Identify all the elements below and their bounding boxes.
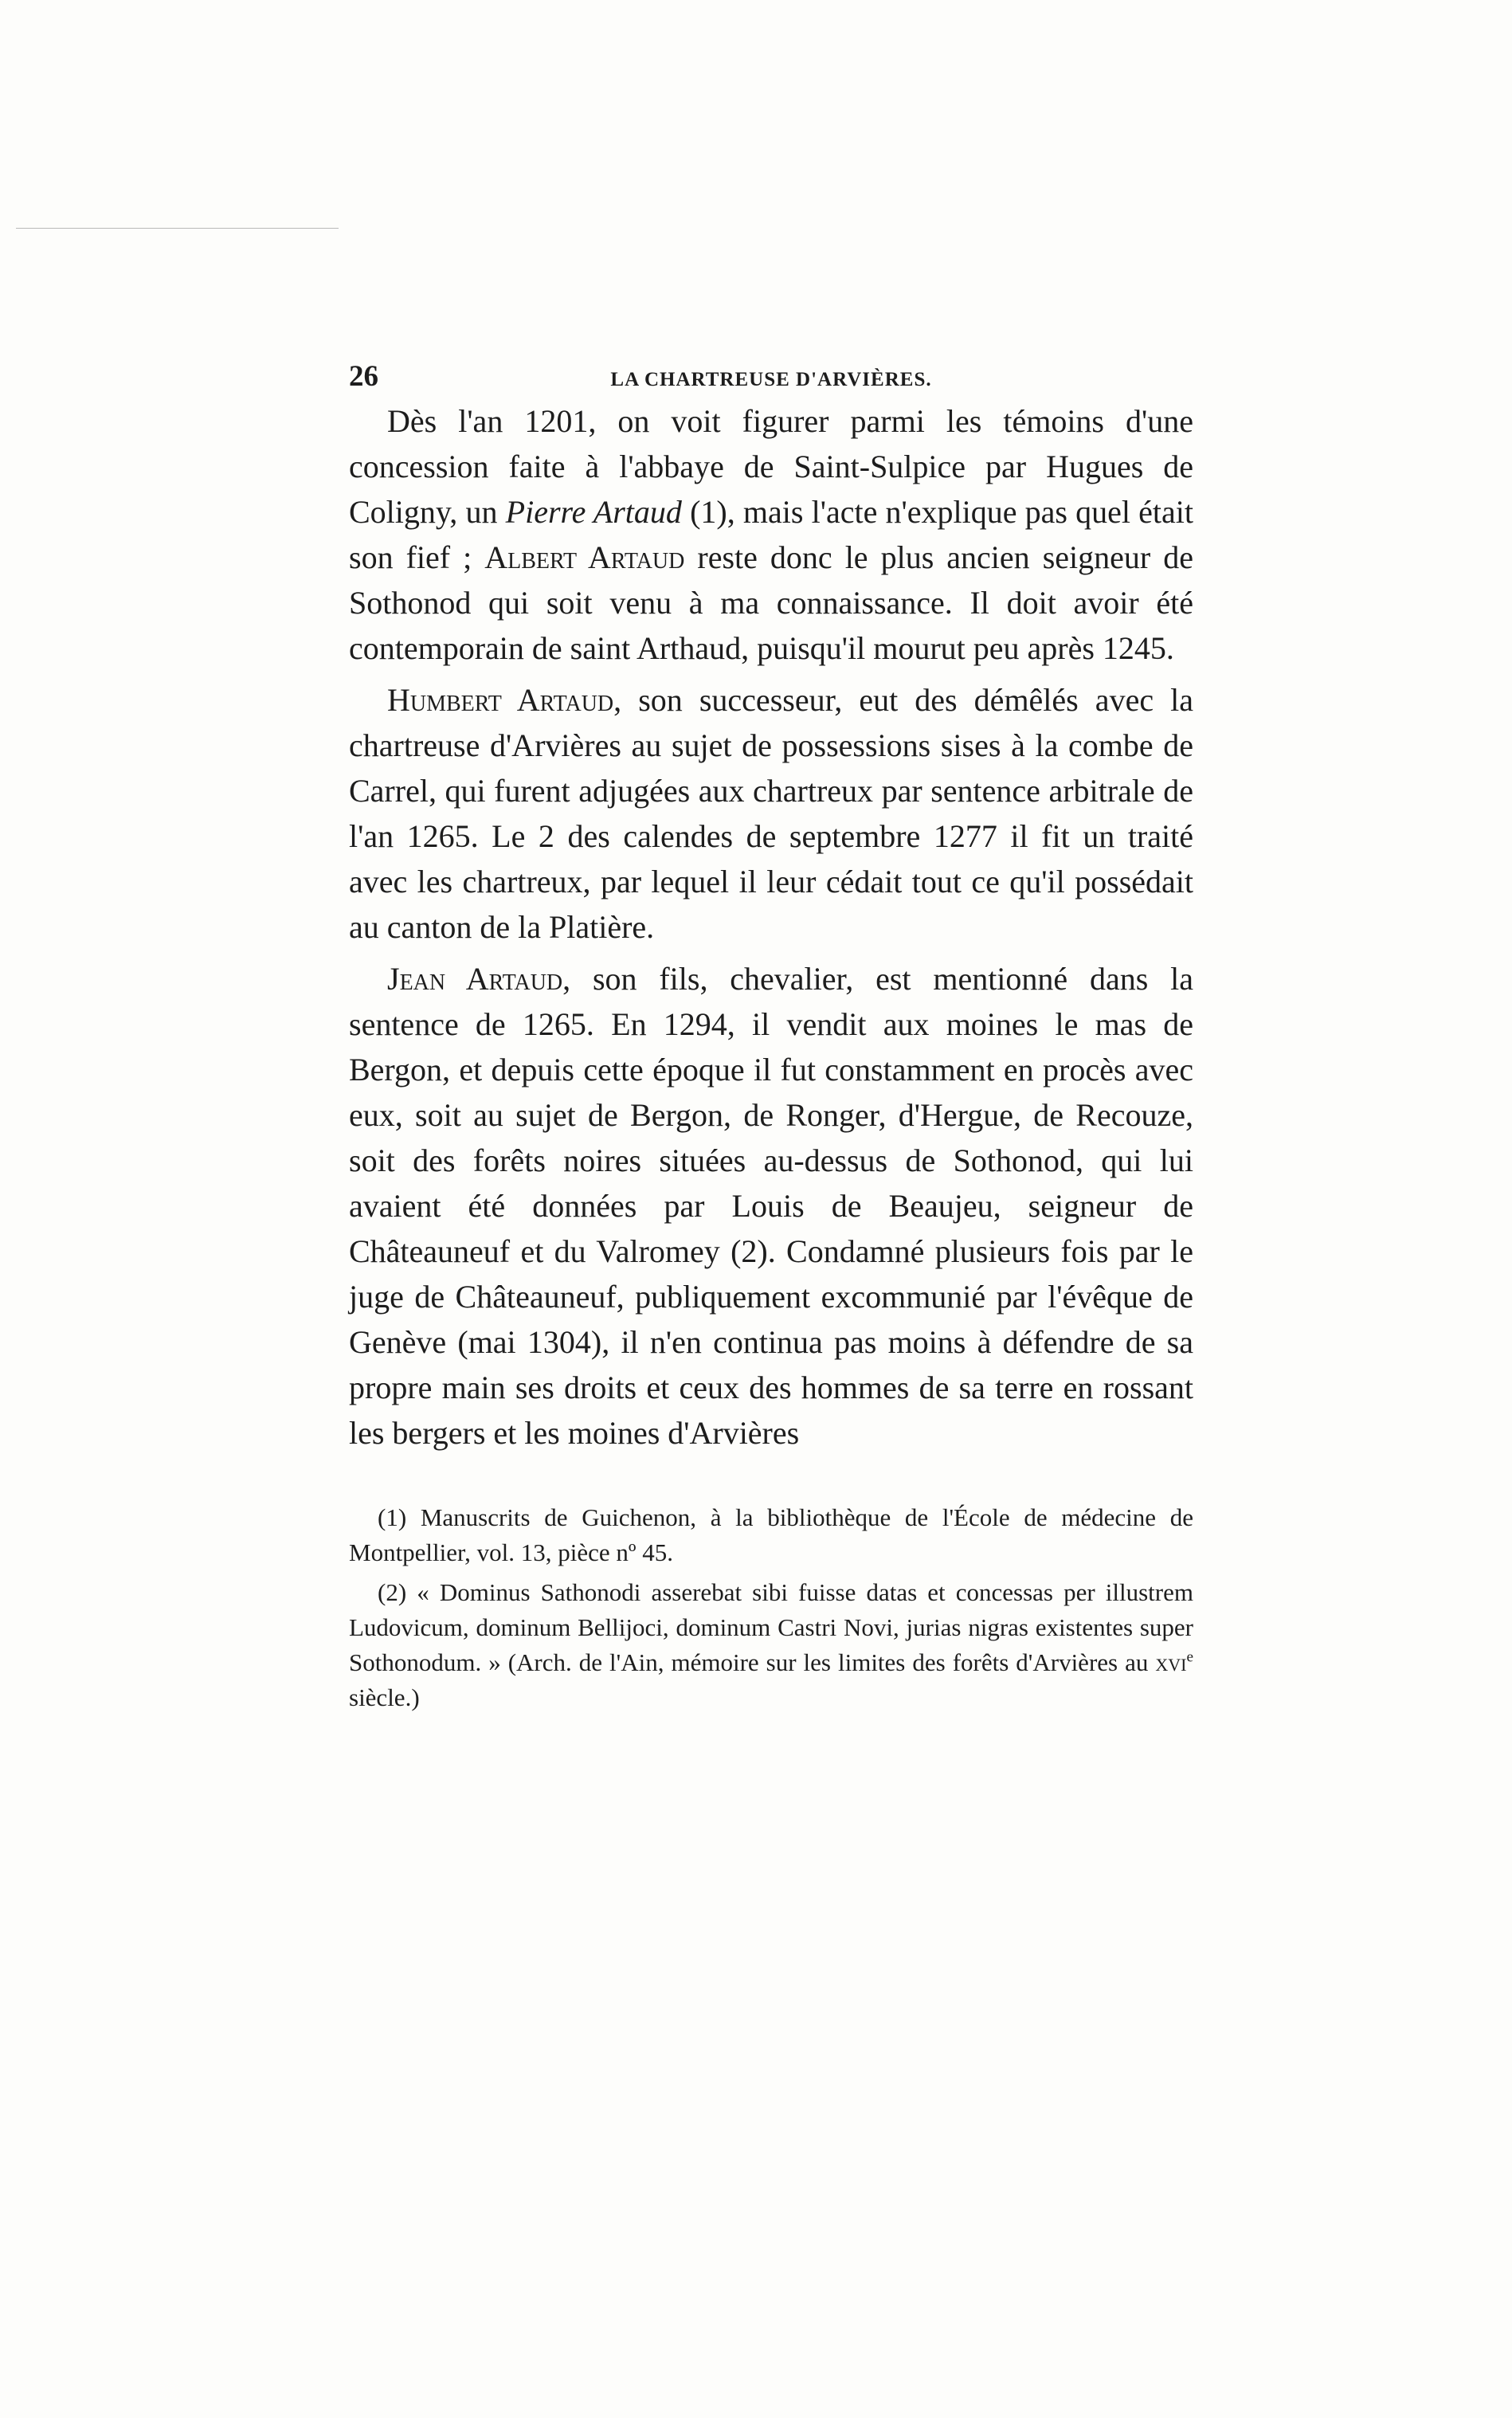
paragraph-2 — [349, 677, 1193, 950]
running-head — [349, 351, 1193, 398]
footnote-2-text-a: (2) « Dominus Sathonodi asserebat sibi fuisse datas et concessas per illustrem Ludovicum, dominum Bellijoci, dominum Castri Novi, jurias nigras existentes super Sothonodum. » (Arch. de l'Ain, mémoire sur les limites des forêts d'Arvières au — [349, 1578, 1193, 1676]
footnote-2-superscript: e — [1186, 1648, 1193, 1666]
footnote-2-century: xvi — [1155, 1648, 1187, 1676]
footnotes — [349, 1500, 1193, 1715]
book-page — [349, 351, 1193, 1720]
scan-rule-line — [16, 228, 339, 229]
footnote-2 — [349, 1575, 1193, 1715]
paragraph-3 — [349, 956, 1193, 1456]
footnote-1: (1) Manuscrits de Guichenon, à la bibliothèque de l'École de médecine de Montpellier, vol. 13, pièce nº 45. — [349, 1503, 1193, 1566]
paragraph-3-text: , son fils, chevalier, est mentionné dans la sentence de 1265. En 1294, il vendit aux moines le mas de Bergon, et depuis cette époque il fut constamment en procès avec eux, soit au sujet de Bergon, de Ronger, d'Hergue, de Recouze, soit des forêts noires situées au-dessus de Sothonod, qui lui avaient été données par Louis de Beaujeu, seigneur de Châteauneuf et du Valromey (2). Condamné plusieurs fois par le juge de Châteauneuf, publiquement excommunié par l'évêque de Genève (mai 1304), il n'en continua pas moins à défendre de sa propre main ses droits et ceux des hommes de sa terre en rossant les bergers et les moines d'Arvières — [349, 961, 1194, 1451]
body-text — [349, 398, 1193, 1456]
smallcaps-name-humbert-artaud: Humbert Artaud — [387, 682, 614, 718]
paragraph-1 — [349, 398, 1193, 671]
smallcaps-name-albert-artaud: Albert Artaud — [484, 539, 685, 575]
paragraph-1-text-b: (1), mais l'acte n'explique pas quel était son fief ; — [349, 494, 1194, 575]
page-number: 26 — [349, 360, 378, 393]
paragraph-1-text-a: Dès l'an 1201, on voit figurer parmi les témoins d'une concession faite à l'abbaye de Saint-Sulpice par Hugues de Coligny, un — [349, 403, 1193, 530]
running-title: LA CHARTREUSE D'ARVIÈRES. — [610, 369, 932, 390]
paragraph-2-text: , son successeur, eut des démêlés avec la chartreuse d'Arvières au sujet de possessions sises à la combe de Carrel, qui furent adjugées aux chartreux par sentence arbitrale de l'an 1265. Le 2 des calendes de septembre 1277 il fit un traité avec les chartreux, par lequel il leur cédait tout ce qu'il possédait au canton de la Platière. — [349, 682, 1194, 945]
italic-name-pierre-artaud: Pierre Artaud — [505, 494, 682, 530]
smallcaps-name-jean-artaud: Jean Artaud — [387, 961, 563, 997]
paragraph-1-text-c: reste donc le plus ancien seigneur de Sothonod qui soit venu à ma connaissance. Il doit avoir été contemporain de saint Arthaud, puisqu'il mourut peu après 1245. — [349, 539, 1193, 666]
footnote-2-text-b: siècle.) — [349, 1683, 420, 1711]
